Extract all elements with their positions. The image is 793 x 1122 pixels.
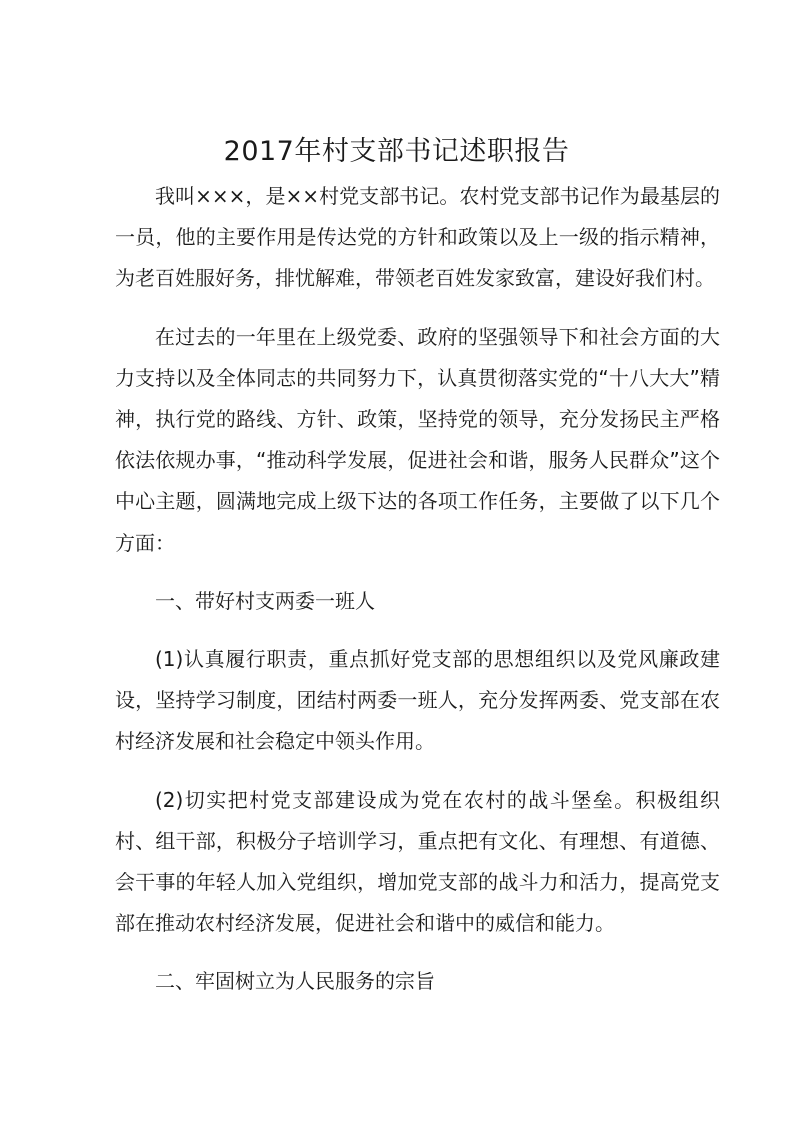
- paragraph-item-2: (2)切实把村党支部建设成为党在农村的战斗堡垒。积极组织村、组干部，积极分子培训学习，重点把有文化、有理想、有道德、会干事的年轻人加入党组织，增加党支部的战斗力和活力，提高党支部在推动农村经济发展，促进社会和谐中的威信和能力。: [115, 787, 720, 936]
- document-title: 2017年村支部书记述职报告: [223, 136, 570, 168]
- section-heading-2: 二、牢固树立为人民服务的宗旨: [155, 969, 435, 994]
- paragraph-intro: 我叫×××，是××村党支部书记。农村党支部书记作为最基层的一员，他的主要作用是传达党的方针和政策以及上一级的指示精神，为老百姓服好务，排忧解难，带领老百姓发家致富，建设好我们村。: [115, 184, 720, 291]
- paragraph-item-1: (1)认真履行职责，重点抓好党支部的思想组织以及党风廉政建设，坚持学习制度，团结村两委一班人，充分发挥两委、党支部在农村经济发展和社会稳定中领头作用。: [115, 647, 720, 754]
- paragraph-summary: 在过去的一年里在上级党委、政府的坚强领导下和社会方面的大力支持以及全体同志的共同努力下，认真贯彻落实党的“十八大大”精神，执行党的路线、方针、政策，坚持党的领导，充分发扬民主严格依法依规办事，“推动科学发展，促进社会和谐，服务人民群众”这个中心主题，圆满地完成上级下达的各项工作任务，主要做了以下几个方面：: [115, 324, 720, 555]
- section-heading-1: 一、带好村支两委一班人: [155, 588, 375, 613]
- document-body: [115, 176, 720, 1003]
